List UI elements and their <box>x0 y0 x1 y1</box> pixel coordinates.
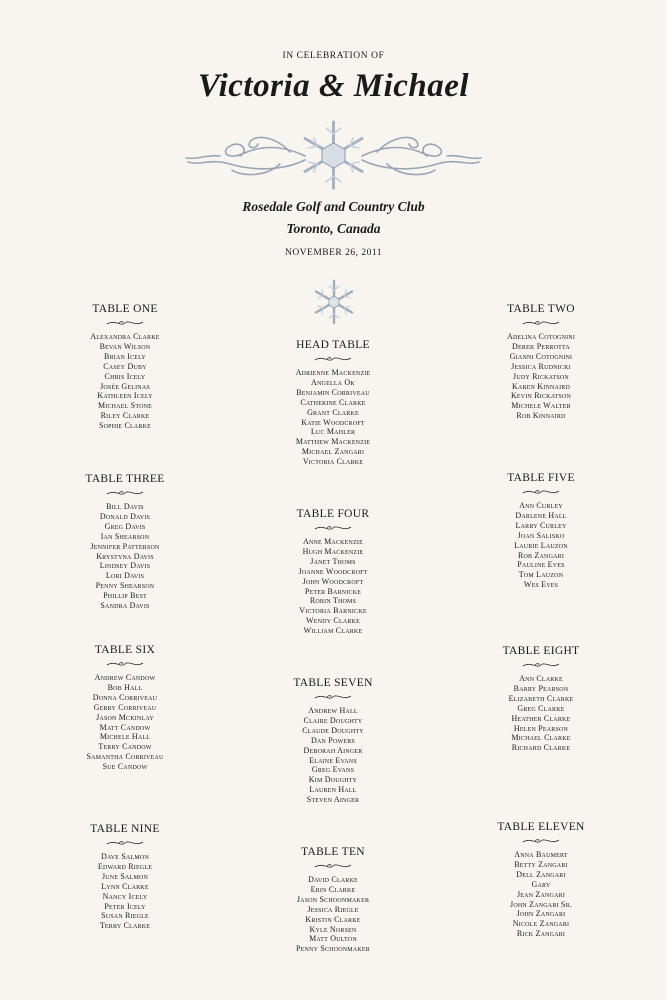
guest-name: Greg Davis <box>104 521 146 531</box>
table-four <box>233 507 433 636</box>
guest-name: Kim Doughty <box>308 775 358 785</box>
guest-name: Sophie Clarke <box>98 421 152 431</box>
guest-name: Penny Shearson <box>95 581 155 591</box>
swirl-divider-icon <box>521 836 561 846</box>
guest-name: Grant Clarke <box>307 407 359 417</box>
guest-name: Matt Oulton <box>309 934 357 944</box>
guest-name: Adelina Cotognini <box>506 332 576 341</box>
guest-list <box>441 850 641 939</box>
guest-name: Victoria Clarke <box>302 457 364 467</box>
guest-name: Benjamin Corriveau <box>296 387 370 397</box>
guest-name: Gary <box>531 879 551 889</box>
swirl-divider-icon <box>313 692 353 702</box>
table-ten <box>233 845 433 954</box>
swirl-divider-icon <box>313 354 353 364</box>
guest-name: Michele Hall <box>99 732 151 742</box>
guest-name: Nicole Zangari <box>512 919 570 929</box>
guest-name: Luc Mahler <box>310 427 356 437</box>
table-eleven <box>441 820 641 939</box>
guest-name: Joan Salisko <box>517 530 565 540</box>
guest-name: Jennifer Patterson <box>90 541 160 551</box>
table-name: TABLE ELEVEN <box>497 821 585 833</box>
guest-name: Bob Hall <box>107 682 143 692</box>
couple-names: Victoria & Michael <box>197 68 470 104</box>
table-name: TABLE EIGHT <box>502 645 580 657</box>
celebration-line: IN CELEBRATION OF <box>282 51 385 61</box>
guest-name: John Woodcroft <box>302 576 364 586</box>
snowflake-ornament-icon <box>180 116 487 194</box>
guest-list <box>233 368 433 467</box>
swirl-divider-icon <box>105 838 145 848</box>
guest-name: Jessica Rudnicki <box>511 361 571 371</box>
guest-name: Lindsey Davis <box>99 561 151 571</box>
swirl-divider-icon <box>105 659 145 669</box>
guest-name: Peter Barnicke <box>304 586 362 596</box>
guest-list <box>233 706 433 805</box>
guest-name: Ann Clarke <box>519 674 563 683</box>
guest-name: Matthew Mackenzie <box>295 437 371 447</box>
guest-name: Kristin Clarke <box>305 914 361 924</box>
guest-name: Gerry Corriveau <box>93 702 157 712</box>
table-six <box>25 643 225 772</box>
guest-list <box>441 332 641 421</box>
event-date: NOVEMBER 26, 2011 <box>284 248 383 258</box>
guest-name: Tom Lauzon <box>518 570 564 580</box>
swirl-divider-icon <box>521 487 561 497</box>
guest-name: Rob Kinnaird <box>516 411 566 421</box>
guest-list <box>25 332 225 431</box>
guest-name: Richard Clarke <box>511 743 571 753</box>
guest-name: Edward Riegle <box>97 861 153 871</box>
guest-name: Gianni Cotognini <box>509 351 573 361</box>
guest-name: Rick Zangari <box>516 929 566 939</box>
guest-name: John Zangari Sr. <box>510 899 572 909</box>
guest-name: Erin Clarke <box>310 884 356 894</box>
guest-name: Bill Davis <box>106 502 144 511</box>
guest-name: Ann Curley <box>519 501 563 510</box>
guest-name: Kathleen Icely <box>97 391 153 401</box>
guest-name: Larry Curley <box>515 520 567 530</box>
swirl-divider-icon <box>521 660 561 670</box>
table-name: TABLE FOUR <box>296 508 370 520</box>
table-one <box>25 302 225 431</box>
table-seven <box>233 676 433 805</box>
venue-city: Toronto, Canada <box>286 221 381 236</box>
guest-name: Krystyna Davis <box>96 551 154 561</box>
guest-name: June Salmon <box>101 871 149 881</box>
guest-name: Kevin Rickatson <box>510 391 572 401</box>
guest-name: Lori Davis <box>105 571 145 581</box>
table-name: TABLE NINE <box>90 823 160 835</box>
guest-name: Jean Zangari <box>516 889 566 899</box>
venue-name: Rosedale Golf and Country Club <box>242 199 425 214</box>
swirl-divider-icon <box>521 318 561 328</box>
table-name: TABLE TEN <box>301 846 365 858</box>
guest-name: Samantha Corriveau <box>86 752 164 762</box>
guest-name: Greg Clarke <box>517 703 565 713</box>
swirl-divider-icon <box>313 861 353 871</box>
guest-name: Derek Perrotta <box>512 341 570 351</box>
guest-name: Heather Clarke <box>511 713 571 723</box>
guest-name: Matt Candow <box>99 722 151 732</box>
guest-list <box>25 502 225 611</box>
guest-name: John Zangari <box>516 909 566 919</box>
guest-name: Wes Eves <box>523 580 559 590</box>
guest-name: Catherine Clarke <box>300 397 366 407</box>
guest-name: Terry Candow <box>98 742 152 752</box>
guest-name: Karen Kinnaird <box>511 381 571 391</box>
table-nine <box>25 822 225 931</box>
table-name: HEAD TABLE <box>296 339 370 351</box>
guest-list <box>25 852 225 931</box>
guest-name: Alexandra Clarke <box>90 332 160 341</box>
guest-name: Donna Corriveau <box>92 692 158 702</box>
table-two <box>441 302 641 421</box>
guest-name: Nancy Icely <box>102 891 148 901</box>
guest-name: Peter Icely <box>104 901 146 911</box>
guest-name: Michael Clarke <box>511 733 571 743</box>
guest-name: Deborah Ainger <box>303 745 363 755</box>
guest-name: Robin Thoms <box>309 596 357 606</box>
guest-name: Katie Woodcroft <box>301 417 365 427</box>
guest-name: Michael Stone <box>97 401 153 411</box>
guest-name: Michael Zangari <box>301 447 365 457</box>
swirl-divider-icon <box>105 488 145 498</box>
guest-name: Adrienne Mackenzie <box>295 368 371 377</box>
guest-name: Brian Icely <box>104 351 146 361</box>
table-name: TABLE THREE <box>85 473 165 485</box>
guest-name: Andrew Hall <box>308 706 358 715</box>
guest-name: Kyle Norsen <box>309 924 357 934</box>
guest-list <box>25 673 225 772</box>
guest-name: Penny Schoonmaker <box>296 944 370 954</box>
guest-name: Josée Gelinas <box>100 381 150 391</box>
guest-name: William Clarke <box>303 626 363 636</box>
guest-name: Sandra Davis <box>100 601 150 611</box>
guest-name: Janet Thoms <box>310 556 356 566</box>
guest-name: Hugh Mackenzie <box>302 546 364 556</box>
guest-list <box>233 875 433 954</box>
guest-name: Pauline Eves <box>517 560 565 570</box>
guest-name: Helen Pearson <box>513 723 569 733</box>
guest-name: Donald Davis <box>99 511 151 521</box>
guest-name: Anne Mackenzie <box>302 537 364 546</box>
table-name: TABLE ONE <box>92 303 158 315</box>
guest-name: Joanne Woodcroft <box>298 566 368 576</box>
guest-name: Claude Doughty <box>302 725 364 735</box>
guest-name: Phillip Best <box>103 591 147 601</box>
guest-name: Jason Mckinlay <box>96 712 154 722</box>
guest-name: Andrew Candow <box>94 673 156 682</box>
guest-name: Jason Schoonmaker <box>296 894 370 904</box>
table-three <box>25 472 225 611</box>
guest-name: Jessica Riegle <box>307 904 359 914</box>
guest-name: Elizabeth Clarke <box>508 693 574 703</box>
guest-name: Bevan Wilson <box>99 341 151 351</box>
guest-name: Casey Duby <box>103 361 147 371</box>
guest-name: Chris Icely <box>104 371 146 381</box>
guest-name: Angella Ok <box>311 377 355 387</box>
table-five <box>441 471 641 590</box>
snowflake-icon <box>311 279 357 325</box>
table-name: TABLE SIX <box>94 644 156 656</box>
guest-name: Darlene Hall <box>515 510 567 520</box>
swirl-divider-icon <box>105 318 145 328</box>
guest-name: Victoria Barnicke <box>299 606 367 616</box>
swirl-divider-icon <box>313 523 353 533</box>
guest-name: Terry Clarke <box>99 921 151 931</box>
guest-name: Judy Rickatson <box>513 371 569 381</box>
guest-name: Ian Shearson <box>100 531 150 541</box>
guest-name: Claire Doughty <box>303 715 363 725</box>
guest-name: Steven Ainger <box>306 795 360 805</box>
guest-name: Laurie Lauzon <box>514 540 568 550</box>
guest-name: Anna Baumert <box>514 850 568 859</box>
guest-name: Elaine Evans <box>309 755 357 765</box>
guest-name: Rob Zangari <box>517 550 565 560</box>
guest-name: Michele Walter <box>511 401 571 411</box>
table-name: TABLE TWO <box>507 303 575 315</box>
guest-name: David Clarke <box>308 875 358 884</box>
guest-name: Riley Clarke <box>100 411 150 421</box>
guest-name: Lauren Hall <box>309 785 357 795</box>
guest-name: Lynn Clarke <box>101 881 149 891</box>
guest-name: Dell Zangari <box>516 869 566 879</box>
guest-name: Betty Zangari <box>514 859 568 869</box>
head-table <box>233 338 433 467</box>
guest-list <box>233 537 433 636</box>
guest-list <box>441 501 641 590</box>
table-name: TABLE FIVE <box>507 472 575 484</box>
table-eight <box>441 644 641 753</box>
guest-name: Greg Evans <box>311 765 355 775</box>
guest-name: Wendy Clarke <box>306 616 360 626</box>
guest-list <box>441 674 641 753</box>
guest-name: Susan Riegle <box>101 911 149 921</box>
guest-name: Sue Candow <box>102 762 148 772</box>
guest-name: Dave Salmon <box>101 852 149 861</box>
guest-name: Barry Pearson <box>513 683 569 693</box>
table-name: TABLE SEVEN <box>293 677 373 689</box>
guest-name: Dan Powers <box>311 735 355 745</box>
